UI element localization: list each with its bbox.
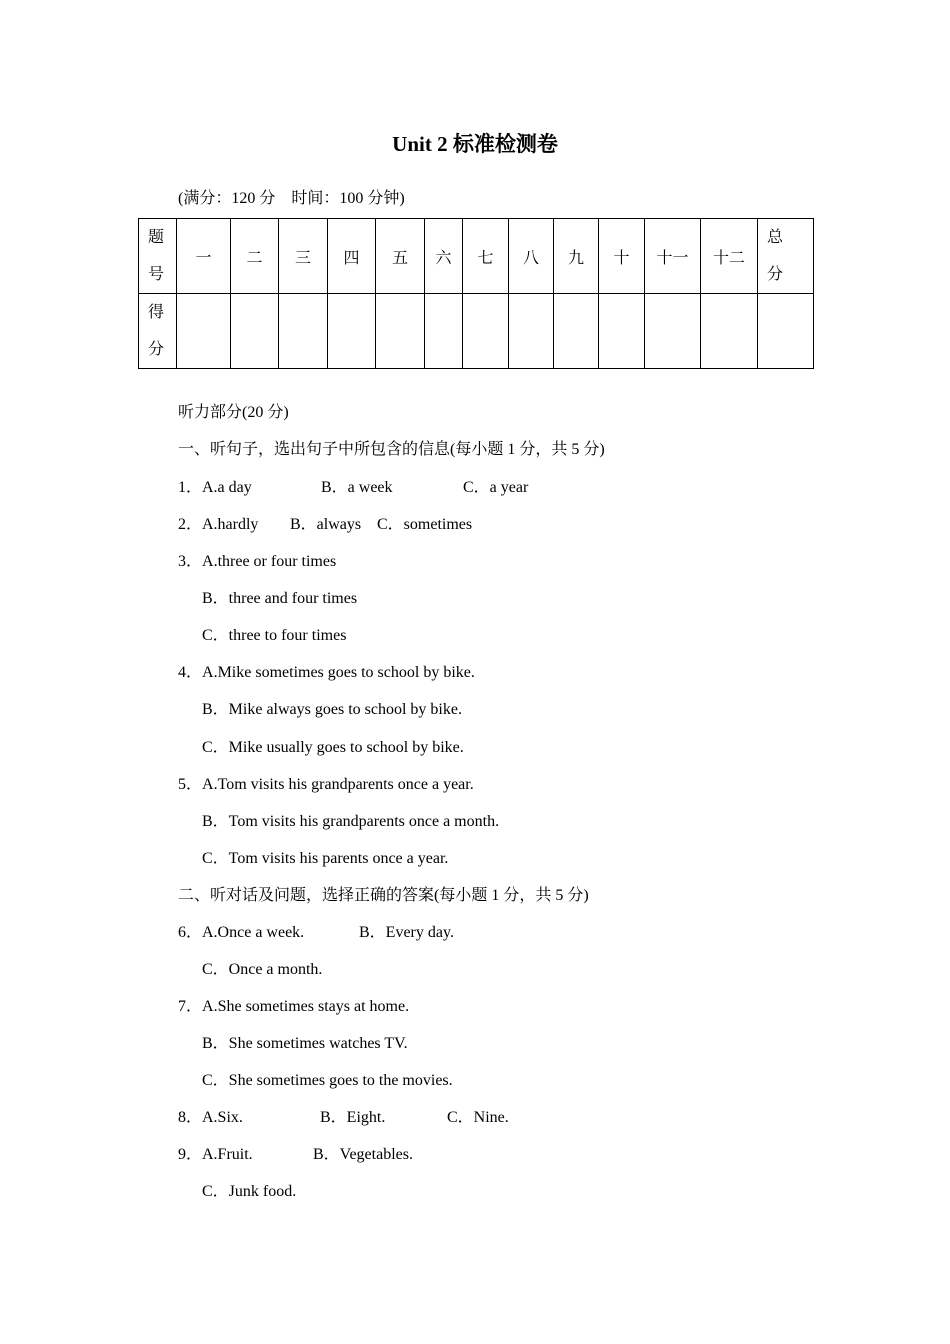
score-cell — [231, 294, 279, 369]
column-header: 三 — [279, 219, 328, 294]
column-header: 四 — [328, 219, 376, 294]
question-8: 8． A.Six. B．Eight. C．Nine. — [178, 1109, 509, 1126]
header-row — [139, 219, 814, 294]
question-4-option-b: B．Mike always goes to school by bike. — [202, 701, 462, 718]
section-2-title: 二、听对话及问题，选择正确的答案(每小题 1 分，共 5 分) — [178, 887, 589, 904]
column-header: 十 — [599, 219, 645, 294]
column-header: 八 — [509, 219, 554, 294]
score-cell — [463, 294, 509, 369]
score-row — [139, 294, 814, 369]
column-header: 六 — [425, 219, 463, 294]
column-header: 十一 — [645, 219, 701, 294]
listening-part-title: 听力部分(20 分) — [178, 404, 289, 421]
question-9: 9． A.Fruit. B．Vegetables. — [178, 1146, 413, 1163]
column-header: 七 — [463, 219, 509, 294]
score-cell — [701, 294, 758, 369]
score-cell — [599, 294, 645, 369]
question-1: 1． A.a day B．a week C．a year — [178, 479, 529, 496]
score-cell — [509, 294, 554, 369]
column-header: 二 — [231, 219, 279, 294]
question-7-option-c: C．She sometimes goes to the movies. — [202, 1072, 453, 1089]
score-row-label: 得 分 — [139, 294, 177, 369]
column-header: 九 — [554, 219, 599, 294]
question-6: 6． A.Once a week. B．Every day. — [178, 924, 454, 941]
score-cell — [376, 294, 425, 369]
question-9-option-c: C．Junk food. — [202, 1183, 297, 1200]
score-cell — [177, 294, 231, 369]
score-cell — [328, 294, 376, 369]
score-cell — [645, 294, 701, 369]
question-6-option-c: C．Once a month. — [202, 961, 323, 978]
score-cell — [279, 294, 328, 369]
score-cell — [554, 294, 599, 369]
column-header: 五 — [376, 219, 425, 294]
column-header: 一 — [177, 219, 231, 294]
page-title: Unit 2 标准检测卷 — [392, 132, 558, 156]
question-4: 4．A.Mike sometimes goes to school by bike. — [178, 664, 475, 681]
question-3-option-c: C．three to four times — [202, 627, 347, 644]
question-7-option-b: B．She sometimes watches TV. — [202, 1035, 408, 1052]
total-label: 总 分 — [758, 219, 814, 294]
section-1-title: 一、听句子，选出句子中所包含的信息(每小题 1 分，共 5 分) — [178, 441, 605, 458]
score-cell — [425, 294, 463, 369]
question-7: 7．A.She sometimes stays at home. — [178, 998, 410, 1015]
question-5-option-b: B．Tom visits his grandparents once a month. — [202, 813, 500, 830]
exam-meta: (满分：120 分 时间：100 分钟) — [178, 190, 405, 207]
header-row-label: 题 号 — [139, 219, 177, 294]
question-5: 5．A.Tom visits his grandparents once a year. — [178, 776, 474, 793]
question-4-option-c: C．Mike usually goes to school by bike. — [202, 739, 464, 756]
question-3: 3．A.three or four times — [178, 553, 337, 570]
question-2: 2． A.hardly B．always C．sometimes — [178, 516, 473, 533]
question-3-option-b: B．three and four times — [202, 590, 358, 607]
question-5-option-c: C．Tom visits his parents once a year. — [202, 850, 449, 867]
score-table — [138, 218, 814, 369]
column-header: 十二 — [701, 219, 758, 294]
score-cell — [758, 294, 814, 369]
